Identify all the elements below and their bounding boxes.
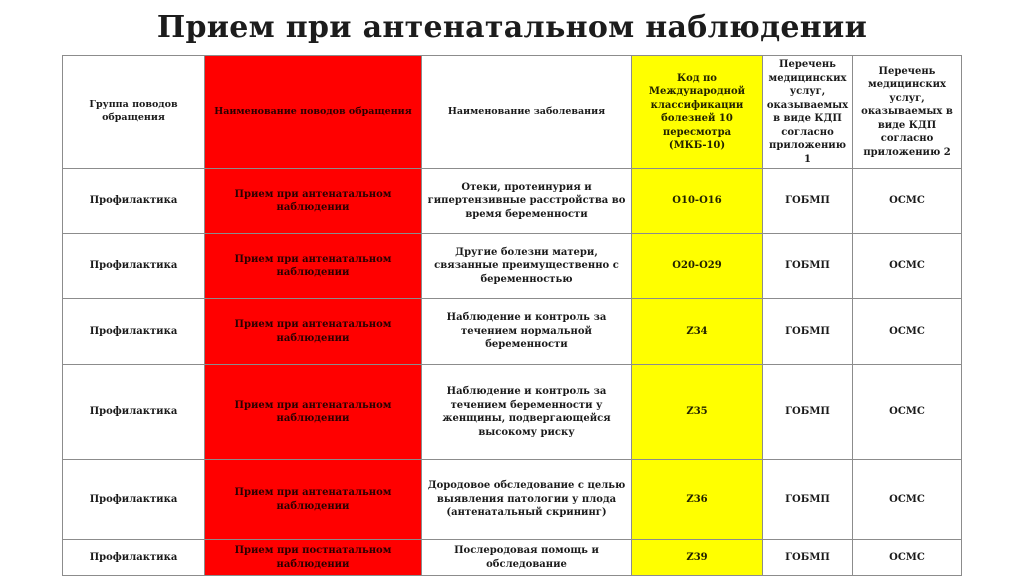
cell-group: Профилактика (63, 169, 205, 234)
cell-reason: Прием при антенатальном наблюдении (205, 299, 422, 365)
header-group: Группа поводов обращения (63, 56, 205, 169)
table-row (63, 365, 962, 460)
cell-group: Профилактика (63, 540, 205, 576)
table-row (63, 460, 962, 540)
cell-kdp-2: ОСМС (853, 234, 962, 299)
cell-kdp-2: ОСМС (853, 460, 962, 540)
cell-icd-code: O10-O16 (632, 169, 763, 234)
cell-group: Профилактика (63, 299, 205, 365)
cell-reason: Прием при антенатальном наблюдении (205, 365, 422, 460)
table-header-row (63, 56, 962, 169)
cell-group: Профилактика (63, 460, 205, 540)
cell-disease: Отеки, протеинурия и гипертензивные расстройства во время беременности (422, 169, 632, 234)
cell-reason: Прием при постнатальном наблюдении (205, 540, 422, 576)
table-row (63, 234, 962, 299)
cell-group: Профилактика (63, 365, 205, 460)
cell-kdp-1: ГОБМП (763, 540, 853, 576)
header-icd-code: Код по Международной классификации болезней 10 пересмотра (МКБ-10) (632, 56, 763, 169)
header-kdp-2: Перечень медицинских услуг, оказываемых в виде КДП согласно приложению 2 (853, 56, 962, 169)
cell-reason: Прием при антенатальном наблюдении (205, 460, 422, 540)
cell-kdp-1: ГОБМП (763, 299, 853, 365)
table-row (63, 540, 962, 576)
cell-kdp-1: ГОБМП (763, 460, 853, 540)
cell-disease: Наблюдение и контроль за течением беременности у женщины, подвергающейся высокому риску (422, 365, 632, 460)
table-row (63, 299, 962, 365)
cell-reason: Прием при антенатальном наблюдении (205, 169, 422, 234)
cell-kdp-1: ГОБМП (763, 365, 853, 460)
cell-kdp-2: ОСМС (853, 299, 962, 365)
header-reason: Наименование поводов обращения (205, 56, 422, 169)
header-kdp-1: Перечень медицинских услуг, оказываемых в виде КДП согласно приложению 1 (763, 56, 853, 169)
cell-icd-code: Z35 (632, 365, 763, 460)
header-disease: Наименование заболевания (422, 56, 632, 169)
table-row (63, 169, 962, 234)
cell-icd-code: Z36 (632, 460, 763, 540)
cell-kdp-2: ОСМС (853, 365, 962, 460)
page-title: Прием при антенатальном наблюдении (156, 10, 868, 45)
cell-kdp-1: ГОБМП (763, 169, 853, 234)
cell-disease: Послеродовая помощь и обследование (422, 540, 632, 576)
cell-disease: Наблюдение и контроль за течением нормальной беременности (422, 299, 632, 365)
cell-icd-code: Z34 (632, 299, 763, 365)
cell-kdp-2: ОСМС (853, 540, 962, 576)
cell-reason: Прием при антенатальном наблюдении (205, 234, 422, 299)
cell-kdp-1: ГОБМП (763, 234, 853, 299)
cell-disease: Другие болезни матери, связанные преимущественно с беременностью (422, 234, 632, 299)
cell-kdp-2: ОСМС (853, 169, 962, 234)
cell-disease: Дородовое обследование с целью выявления патологии у плода (антенатальный скрининг) (422, 460, 632, 540)
cell-icd-code: O20-O29 (632, 234, 763, 299)
appointment-table (62, 55, 962, 576)
cell-group: Профилактика (63, 234, 205, 299)
cell-icd-code: Z39 (632, 540, 763, 576)
